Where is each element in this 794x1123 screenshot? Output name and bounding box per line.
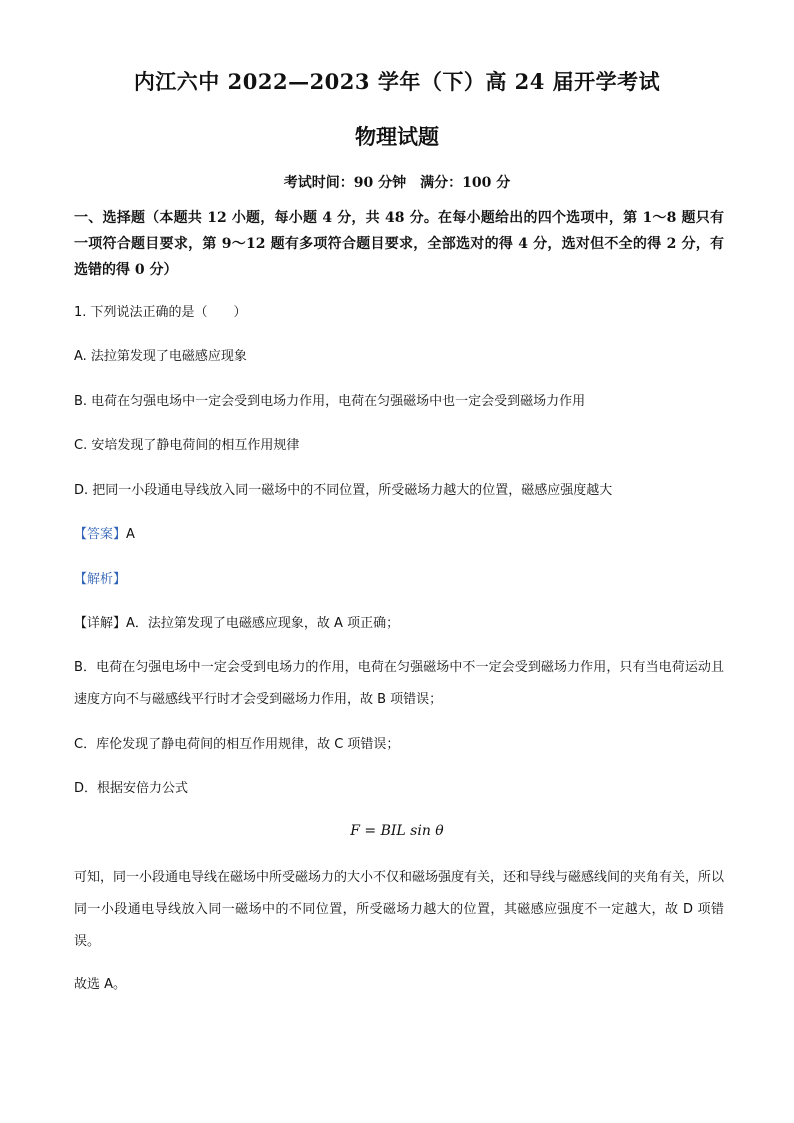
final-answer: 故选 A。 bbox=[74, 977, 127, 992]
detail-label: 【详解】 bbox=[74, 616, 127, 631]
exam-time-score: 考试时间：90 分钟 满分：100 分 bbox=[283, 175, 511, 191]
exam-subject: 物理试题 bbox=[355, 124, 439, 149]
analysis-line bbox=[74, 569, 724, 591]
answer-line bbox=[74, 524, 724, 546]
answer-value: A bbox=[126, 527, 135, 542]
exam-title: 内江六中 2022—2023 学年（下）高 24 届开学考试 bbox=[133, 69, 661, 94]
question-stem: 1. 下列说法正确的是（ ） bbox=[74, 305, 247, 320]
detail-conclusion: 可知，同一小段通电导线在磁场中所受磁场力的大小不仅和磁场强度有关，还和导线与磁感线间的夹角有关，所以同一小段通电导线放入同一磁场中的不同位置，所受磁场力越大的位置，其磁感应强度不一定越大，故 D 项错误。 bbox=[74, 870, 725, 949]
section-heading: 一、选择题（本题共 12 小题，每小题 4 分，共 48 分。在每小题给出的四个选项中，第 1～8 题只有一项符合题目要求，第 9～12 题有多项符合题目要求，全部选对的得 4 分，选对但不全的得 2 分，有选错的得 0 分） bbox=[74, 210, 724, 278]
detail-a-line bbox=[74, 613, 724, 635]
detail-a: A．法拉第发现了电磁感应现象，故 A 项正确； bbox=[126, 616, 400, 631]
detail-d: D．根据安倍力公式 bbox=[74, 781, 189, 796]
analysis-label: 【解析】 bbox=[74, 572, 127, 587]
detail-c: C．库伦发现了静电荷间的相互作用规律，故 C 项错误； bbox=[74, 737, 400, 752]
option-c: C. 安培发现了静电荷间的相互作用规律 bbox=[74, 438, 300, 453]
option-a: A. 法拉第发现了电磁感应现象 bbox=[74, 349, 247, 364]
ampere-force-formula: F = BIL sin θ bbox=[350, 823, 444, 839]
answer-label: 【答案】 bbox=[74, 527, 127, 542]
option-d: D. 把同一小段通电导线放入同一磁场中的不同位置，所受磁场力越大的位置，磁感应强度越大 bbox=[74, 483, 613, 498]
option-b: B. 电荷在匀强电场中一定会受到电场力作用，电荷在匀强磁场中也一定会受到磁场力作用 bbox=[74, 394, 586, 409]
detail-b: B．电荷在匀强电场中一定会受到电场力的作用，电荷在匀强磁场中不一定会受到磁场力作用，只有当电荷运动且速度方向不与磁感线平行时才会受到磁场力作用，故 B 项错误； bbox=[74, 660, 724, 707]
